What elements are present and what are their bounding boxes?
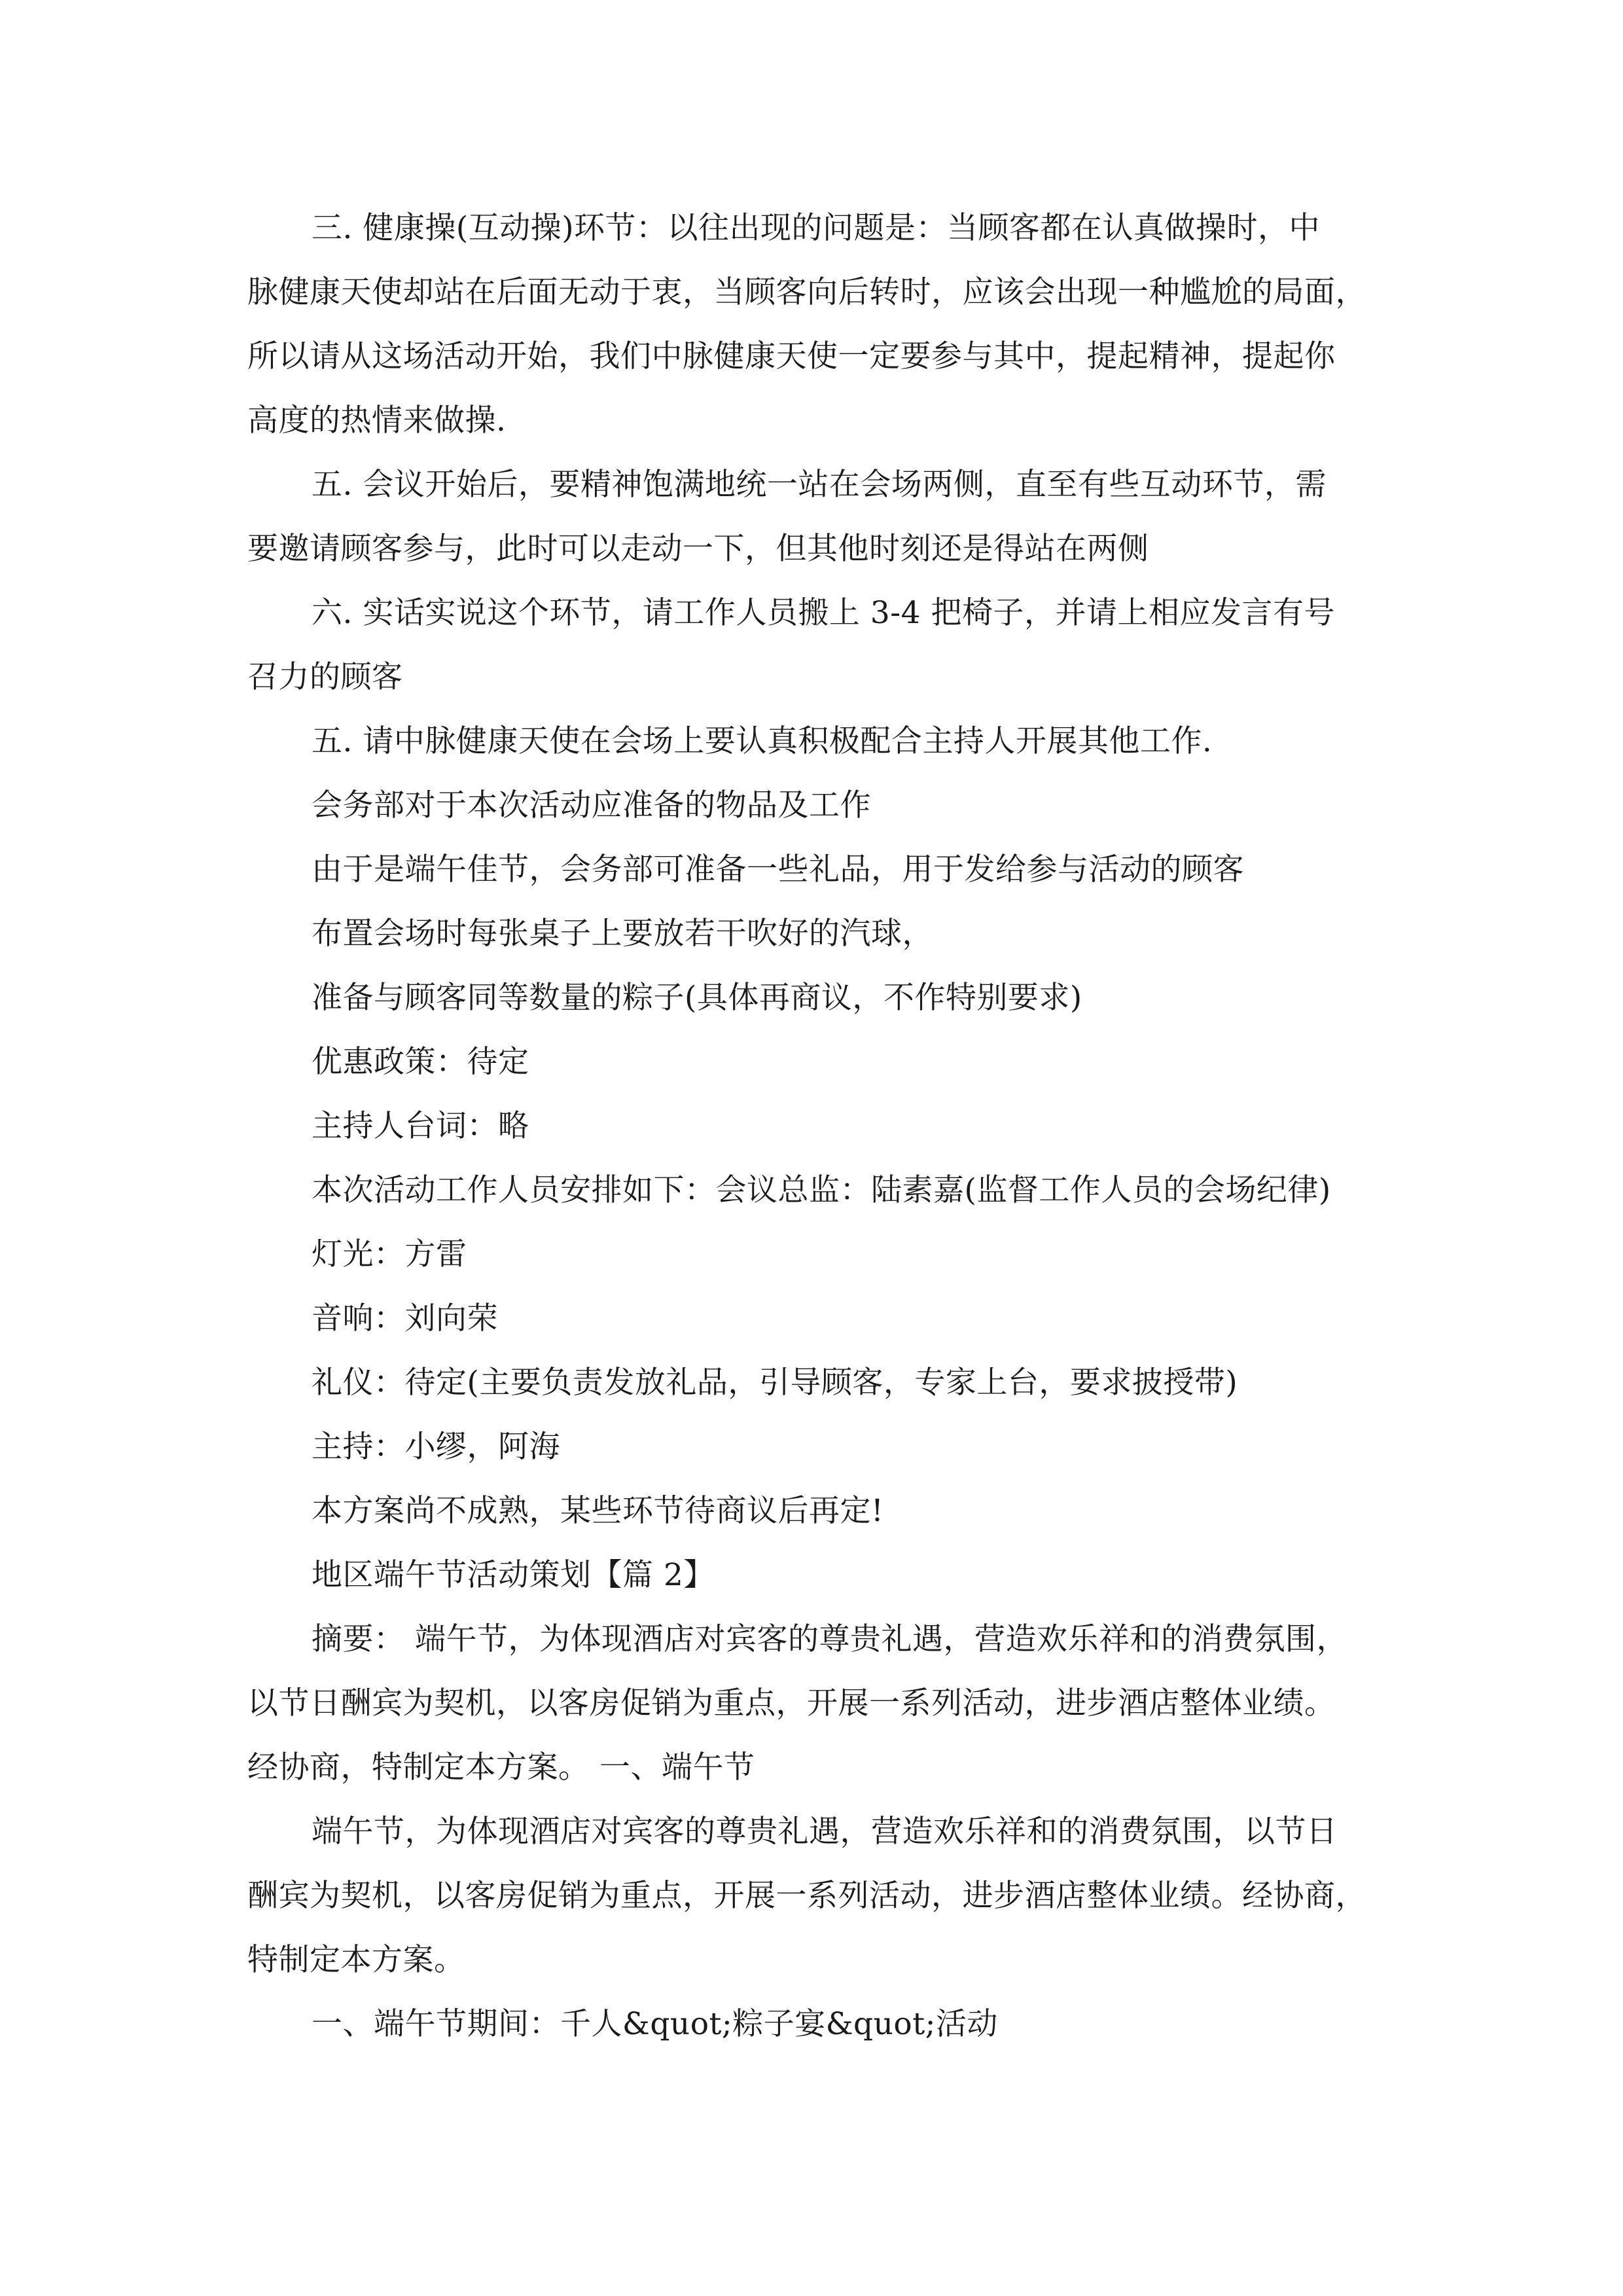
paragraph-health-exercise [247, 196, 1399, 453]
paragraph-line: 特制定本方案。 [247, 1942, 465, 1978]
item-zongzi: 准备与顾客同等数量的粽子(具体再商议，不作特别要求) [312, 980, 1082, 1016]
item-sound: 音响：刘向荣 [312, 1300, 498, 1336]
paragraph-line: 高度的热情来做操. [247, 403, 507, 439]
item-staff-arrangement: 本次活动工作人员安排如下：会议总监：陆素嘉(监督工作人员的会场纪律) [312, 1172, 1331, 1208]
paragraph-line: 三. 健康操(互动操)环节：以往出现的问题是：当顾客都在认真做操时，中 [312, 210, 1321, 246]
item-preparation-heading: 会务部对于本次活动应准备的物品及工作 [312, 787, 871, 823]
paragraph-line: 酬宾为契机，以客房促销为重点，开展一系列活动，进步酒店整体业绩。经协商， [247, 1878, 1366, 1914]
paragraph-line: 摘要： 端午节，为体现酒店对宾客的尊贵礼遇，营造欢乐祥和的消费氛围， [312, 1621, 1347, 1657]
item-etiquette: 礼仪：待定(主要负责发放礼品，引导顾客，专家上台，要求披授带) [312, 1365, 1238, 1401]
item-plan-note: 本方案尚不成熟，某些环节待商议后再定! [312, 1493, 884, 1529]
paragraph-line: 端午节，为体现酒店对宾客的尊贵礼遇，营造欢乐祥和的消费氛围，以节日 [312, 1814, 1338, 1850]
paragraph-line: 五. 会议开始后，要精神饱满地统一站在会场两侧，直至有些互动环节，需 [312, 467, 1327, 503]
paragraph-line: 要邀请顾客参与，此时可以走动一下，但其他时刻还是得站在两侧 [247, 531, 1149, 567]
paragraph-meeting-start [247, 453, 1399, 581]
paragraph-dragon-boat-festival [247, 1800, 1399, 1992]
document-body [247, 196, 1399, 2056]
item-zongzi-banquet: 一、端午节期间：千人&quot;粽子宴&quot;活动 [312, 2006, 998, 2042]
paragraph-line: 召力的顾客 [247, 659, 403, 695]
paragraph-line: 脉健康天使却站在后面无动于衷，当顾客向后转时，应该会出现一种尴尬的局面， [247, 274, 1366, 310]
item-lighting: 灯光：方雷 [312, 1236, 467, 1272]
paragraph-line: 所以请从这场活动开始，我们中脉健康天使一定要参与其中，提起精神，提起你 [247, 338, 1336, 374]
paragraph-talk-segment [247, 581, 1399, 709]
section-title-part-2: 地区端午节活动策划【篇 2】 [312, 1557, 715, 1593]
paragraph-abstract [247, 1607, 1399, 1800]
item-hosts: 主持：小缪，阿海 [312, 1429, 560, 1465]
item-balloons: 布置会场时每张桌子上要放若干吹好的汽球， [312, 916, 933, 952]
item-host-script: 主持人台词：略 [312, 1108, 529, 1144]
item-cooperate-host: 五. 请中脉健康天使在会场上要认真积极配合主持人开展其他工作. [312, 723, 1213, 759]
item-discount-policy: 优惠政策：待定 [312, 1044, 529, 1080]
paragraph-line: 六. 实话实说这个环节，请工作人员搬上 3-4 把椅子，并请上相应发言有号 [312, 595, 1335, 631]
item-gifts: 由于是端午佳节，会务部可准备一些礼品，用于发给参与活动的顾客 [312, 852, 1244, 888]
paragraph-line: 经协商，特制定本方案。 一、端午节 [247, 1749, 755, 1785]
paragraph-line: 以节日酬宾为契机，以客房促销为重点，开展一系列活动，进步酒店整体业绩。 [247, 1685, 1336, 1721]
